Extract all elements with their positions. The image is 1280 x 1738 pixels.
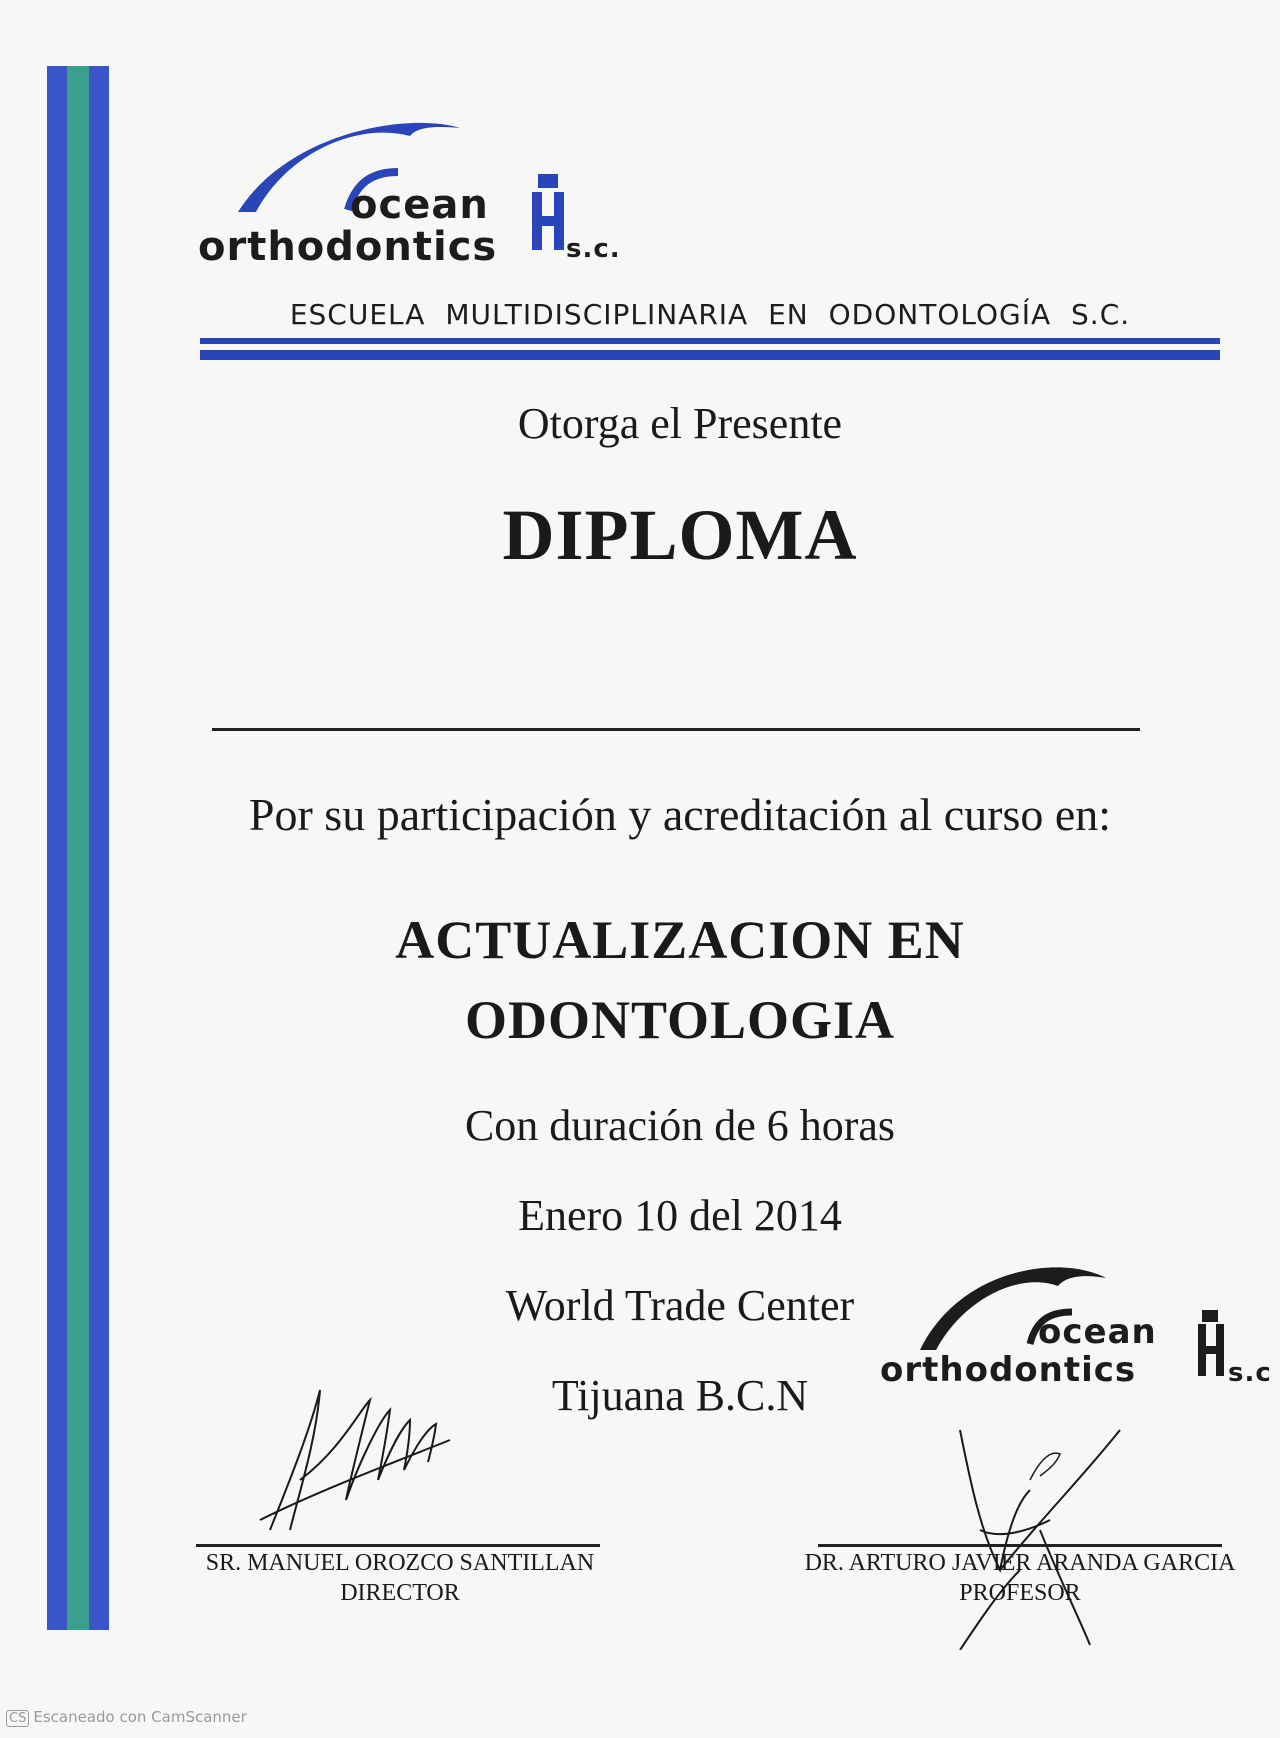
professor-title: PROFESOR bbox=[959, 1580, 1081, 1606]
scanner-watermark bbox=[6, 1708, 247, 1727]
date-text: Enero 10 del 2014 bbox=[518, 1191, 842, 1240]
seal-suffix: s.c bbox=[1228, 1358, 1272, 1388]
director-title: DIRECTOR bbox=[340, 1580, 460, 1606]
city-text: Tijuana B.C.N bbox=[551, 1371, 809, 1420]
logo-suffix: s.c. bbox=[566, 234, 621, 264]
header-rule-thin bbox=[200, 338, 1220, 344]
ocean-orthodontics-logo bbox=[198, 112, 678, 282]
scanner-text: Escaneado con CamScanner bbox=[33, 1708, 247, 1726]
professor-name: DR. ARTURO JAVIER ARANDA GARCIA bbox=[804, 1550, 1236, 1576]
seal-word-ocean: ocean bbox=[1038, 1312, 1157, 1352]
director-signature bbox=[250, 1370, 460, 1540]
ocean-orthodontics-seal-logo bbox=[880, 1258, 1280, 1408]
intro-text: Otorga el Presente bbox=[517, 399, 843, 448]
participation-text: Por su participación y acreditación al curso en: bbox=[248, 789, 1112, 840]
recipient-name-line bbox=[212, 728, 1140, 731]
course-title bbox=[160, 900, 1200, 1060]
duration-text: Con duración de 6 horas bbox=[464, 1101, 896, 1150]
diploma-title: DIPLOMA bbox=[502, 495, 858, 575]
director-name: SR. MANUEL OROZCO SANTILLAN bbox=[205, 1550, 595, 1576]
professor-signature bbox=[940, 1420, 1140, 1650]
venue-text: World Trade Center bbox=[505, 1281, 855, 1330]
school-name: ESCUELA MULTIDISCIPLINARIA EN ODONTOLOGÍA S.C. bbox=[289, 298, 1131, 331]
course-title-line-1: ACTUALIZACION EN bbox=[395, 910, 965, 970]
camscanner-icon: CS bbox=[6, 1710, 29, 1727]
logo-word-ocean: ocean bbox=[350, 182, 489, 228]
left-decorative-stripe bbox=[47, 66, 109, 1630]
logo-word-orthodontics: orthodontics bbox=[198, 224, 498, 270]
seal-word-orthodontics: orthodontics bbox=[880, 1350, 1137, 1390]
director-signature-line bbox=[196, 1544, 600, 1547]
header-rule-thick bbox=[200, 350, 1220, 360]
professor-signature-line bbox=[818, 1544, 1222, 1547]
course-title-line-2: ODONTOLOGIA bbox=[464, 990, 896, 1050]
